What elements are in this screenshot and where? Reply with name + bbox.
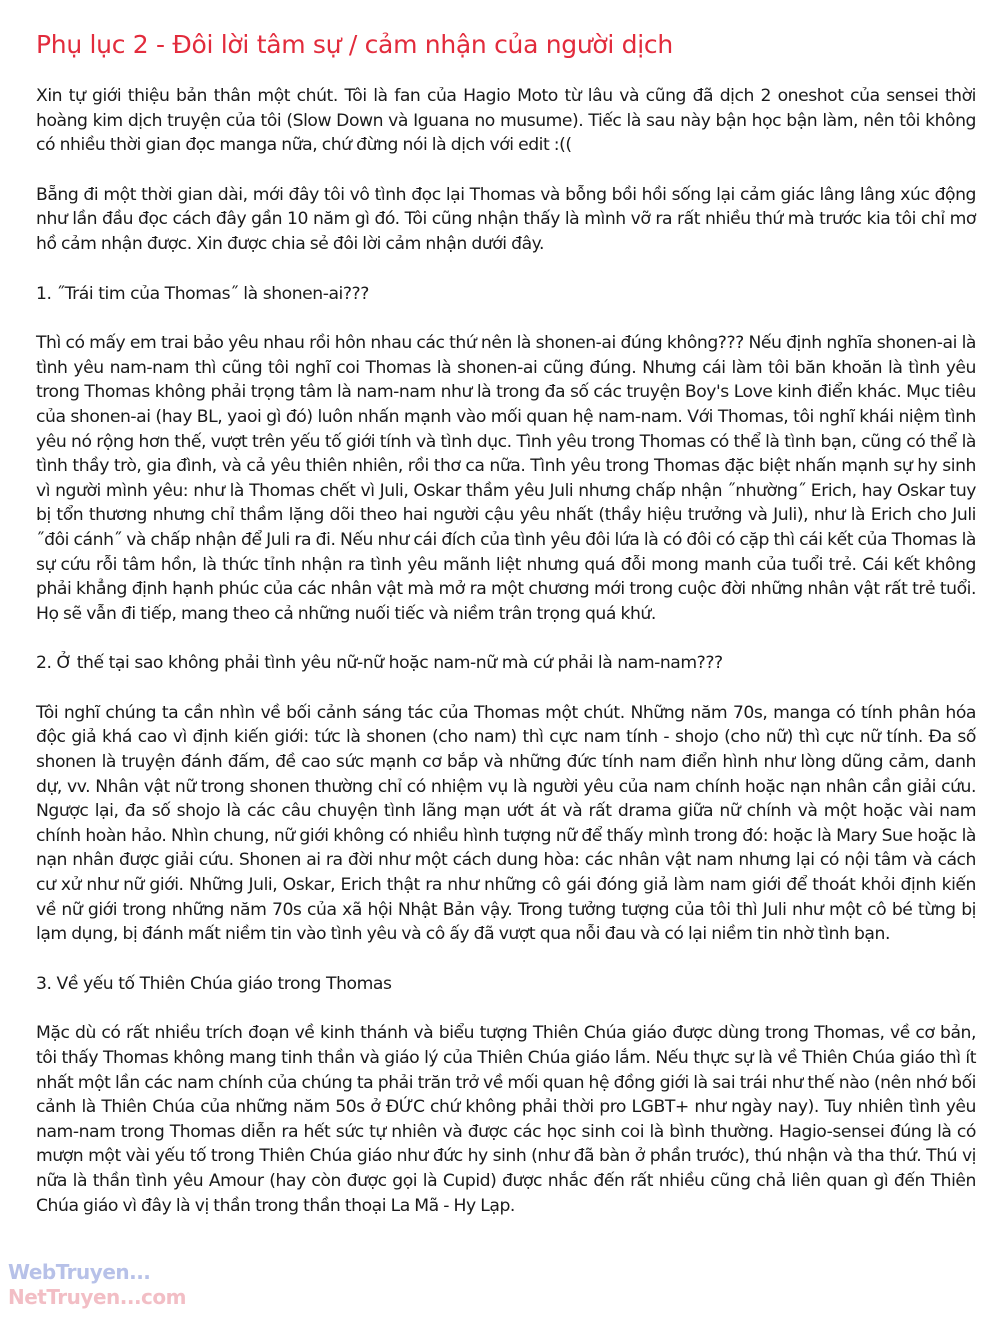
section-2-heading: 2. Ở thế tại sao không phải tình yêu nữ-nữ hoặc nam-nữ mà cứ phải là nam-nam??? — [36, 653, 723, 674]
watermark-line-1: WebTruyen... — [8, 1260, 151, 1284]
section-1-heading: 1. ˝Trái tim của Thomas˝ là shonen-ai??? — [36, 283, 369, 304]
intro-paragraph-1: Xin tự giới thiệu bản thân một chút. Tôi là fan của Hagio Moto từ lâu và cũng đã dịch 2 oneshot của sensei thời hoàng kim dịch truyện của tôi (Slow Down và Iguana no musume). Tiếc là sau này bận học bận làm, nên tôi không có nhiều thời gian đọc manga nữa, chứ đừng nói là dịch với edit :(( — [36, 86, 976, 156]
intro-paragraph-2: Bẵng đi một thời gian dài, mới đây tôi vô tình đọc lại Thomas và bỗng bồi hồi sống lại cảm giác lâng lâng xúc động như lần đầu đọc cách đây gần 10 năm gì đó. Tôi cũng nhận thấy là mình vỡ ra rất nhiều thứ mà trước kia tôi chỉ mơ hồ cảm nhận được. Xin được chia sẻ đôi lời cảm nhận dưới đây. — [36, 184, 976, 254]
section-1-body: Thì có mấy em trai bảo yêu nhau rồi hôn nhau các thứ nên là shonen-ai đúng không??? Nếu định nghĩa shonen-ai là tình yêu nam-nam thì cũng tôi nghĩ coi Thomas là shonen-ai cũng đúng. Nhưng cái làm tôi băn khoăn là tình yêu trong Thomas không phải trọng tâm là nam-nam như là trong đa số các truyện Boy's Love kinh điển khác. Mục tiêu của shonen-ai (hay BL, yaoi gì đó) luôn nhấn mạnh vào mối quan hệ nam-nam. Với Thomas, tôi nghĩ khái niệm tình yêu nó rộng hơn thế, vượt trên yếu tố giới tính và tình dục. Tình yêu trong Thomas có thể là tình bạn, cũng có thể là tình thầy trò, gia đình, và cả yêu thiên nhiên, rồi thơ ca nữa. Tình yêu trong Thomas đặc biệt nhấn mạnh sự hy sinh vì người mình yêu: như là Thomas chết vì Juli, Oskar thầm yêu Juli nhưng chấp nhận ˝nhường˝ Erich, hay Oskar tuy bị tổn thương nhưng chỉ thầm lặng dõi theo hai người cậu yêu nhất (thầy hiệu trưởng và Juli), như là Erich cho Juli ˝đôi cánh˝ và chấp nhận để Juli ra đi. Nếu như cái đích của tình yêu đôi lứa là có đôi có cặp thì cái kết của Thomas là sự cứu rỗi tâm hồn, là thức tỉnh nhận ra tình yêu mãnh liệt nhưng quá đỗi mong manh của tuổi trẻ. Cái kết không phải khẳng định hạnh phúc của các nhân vật mà mở ra một chương mới trong cuộc đời những nhân vật rất trẻ tuổi. Họ sẽ vẫn đi tiếp, mang theo cả những nuối tiếc và niềm trân trọng quá khứ. — [36, 333, 976, 624]
page-title: Phụ lục 2 - Đôi lời tâm sự / cảm nhận của người dịch — [36, 30, 673, 59]
section-3-body: Mặc dù có rất nhiều trích đoạn về kinh thánh và biểu tượng Thiên Chúa giáo được dùng trong Thomas, về cơ bản, tôi thấy Thomas không mang tinh thần và giáo lý của Thiên Chúa giáo lắm. Nếu thực sự là về Thiên Chúa giáo thì ít nhất một lần các nam chính của chúng ta phải trăn trở về mối quan hệ đồng giới là sai trái như thế nào (nên nhớ bối cảnh là Thiên Chúa của những năm 50s ở ĐỨC chứ không phải thời pro LGBT+ như ngày nay). Tuy nhiên tình yêu nam-nam trong Thomas diễn ra hết sức tự nhiên và được các học sinh coi là bình thường. Hagio-sensei đúng là có mượn một vài yếu tố trong Thiên Chúa giáo như đức hy sinh (như đã bàn ở phần trước), thú nhận và tha thứ. Thú vị nữa là thần tình yêu Amour (hay còn được gọi là Cupid) được nhắc đến rất nhiều cũng chả liên quan gì đến Thiên Chúa giáo vì đây là vị thần trong thần thoại La Mã - Hy Lạp. — [36, 1023, 976, 1216]
section-3-heading: 3. Về yếu tố Thiên Chúa giáo trong Thomas — [36, 973, 392, 994]
watermark-line-2: NetTruyen...com — [8, 1285, 186, 1309]
translator-notes-page — [36, 26, 976, 1243]
section-2-body: Tôi nghĩ chúng ta cần nhìn về bối cảnh sáng tác của Thomas một chút. Những năm 70s, manga có tính phân hóa độc giả khá cao vì định kiến giới: tức là shonen (cho nam) thì cực nam tính - shojo (cho nữ) thì cực nữ tính. Đa số shonen là truyện đánh đấm, đề cao sức mạnh cơ bắp và những đức tính nam điển hình như lòng dũng cảm, danh dự, vv. Nhân vật nữ trong shonen thường chỉ có nhiệm vụ là người yêu của nam chính hoặc nạn nhân cần giải cứu. Ngược lại, đa số shojo là các câu chuyện tình lãng mạn ướt át và rất drama giữa nữ chính và một hoặc vài nam chính hoàn hảo. Nhìn chung, nữ giới không có nhiều hình tượng nữ để thấy mình trong đó: hoặc là Mary Sue hoặc là nạn nhân được giải cứu. Shonen ai ra đời như một cách dung hòa: các nhân vật nam nhưng lại có nội tâm và cách cư xử như nữ giới. Những Juli, Oskar, Erich thật ra như những cô gái đóng giả làm nam giới để thoát khỏi định kiến về nữ giới trong những năm 70s của xã hội Nhật Bản vậy. Trong tưởng tượng của tôi thì Juli như một cô bé từng bị lạm dụng, bị đánh mất niềm tin vào tình yêu và cô ấy đã vượt qua nỗi đau và có lại niềm tin nhờ tình bạn. — [36, 702, 976, 945]
